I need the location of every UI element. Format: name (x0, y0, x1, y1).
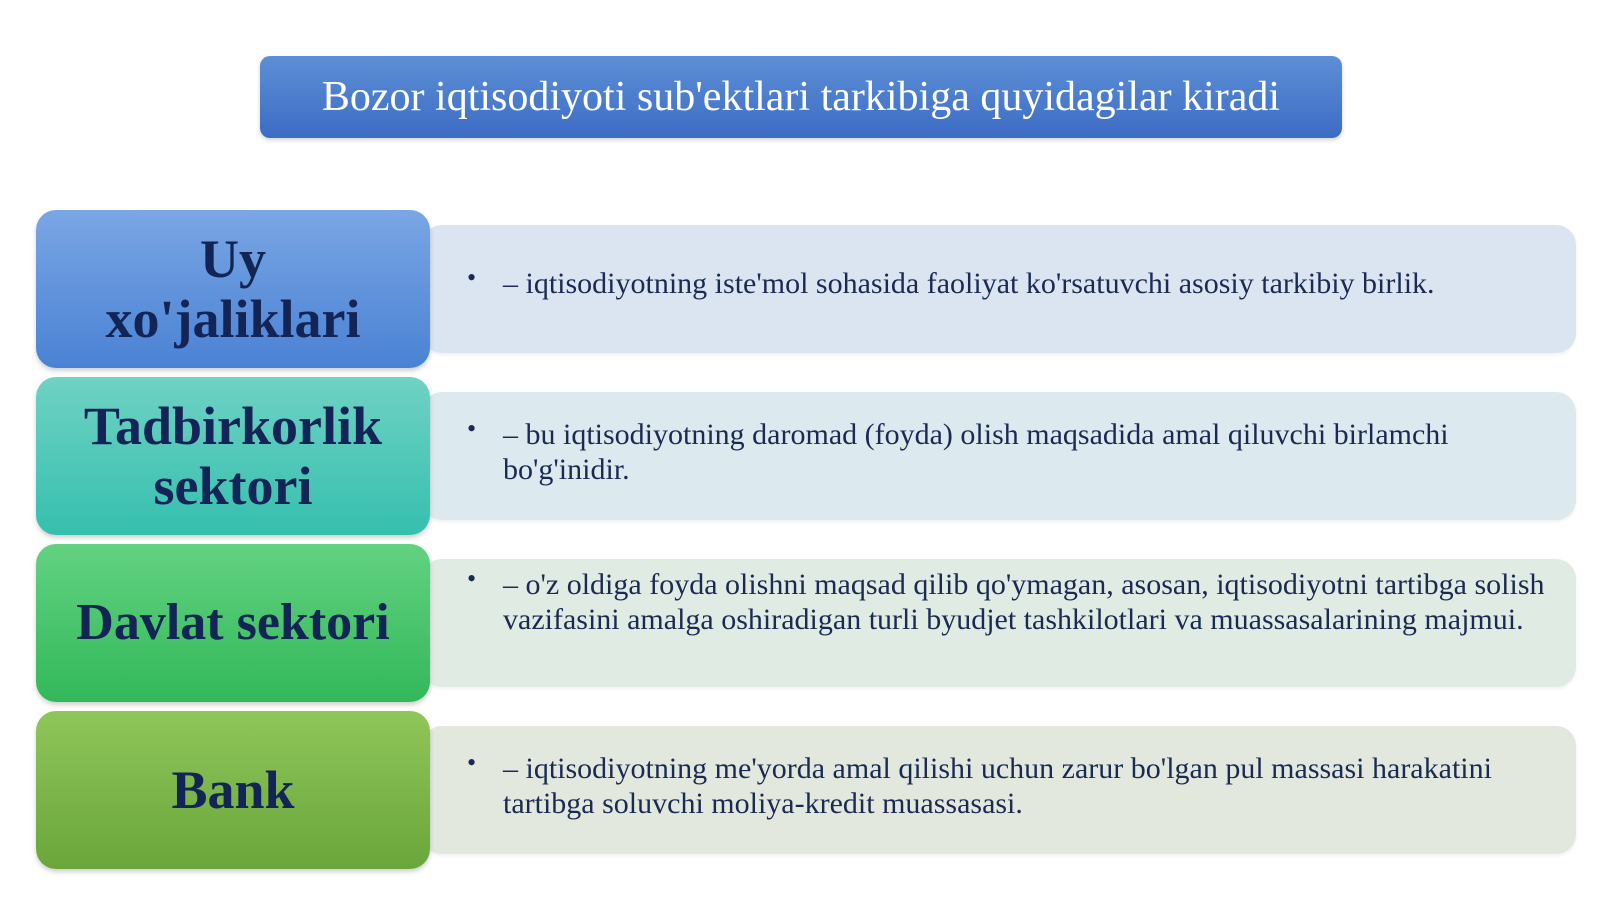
description-text (467, 748, 1566, 821)
label-box-bank (36, 711, 430, 869)
label-tadbirkorlik-sektori: Tadbirkorlik sektori (83, 396, 383, 516)
list-item-tadbirkorlik-sektori (36, 377, 1576, 535)
bullet-icon: • (467, 564, 477, 593)
description-text (467, 414, 1566, 487)
label-uy-xojaliklari: Uy xo'jaliklari (105, 229, 361, 349)
slide-title: Bozor iqtisodiyoti sub'ektlari tarkibiga quyidagilar kiradi (321, 74, 1281, 120)
description-uy-xojaliklari: – iqtisodiyotning iste'mol sohasida faoliyat ko'rsatuvchi asosiy tarkibiy birlik. (503, 267, 1435, 300)
label-box-davlat-sektori (36, 544, 430, 702)
label-box-tadbirkorlik-sektori (36, 377, 430, 535)
description-davlat-sektori: – o'z oldiga foyda olishni maqsad qilib qo'ymagan, asosan, iqtisodiyotni tartibga solish vazifasini amalga oshiradigan turli byudjet tashkilotlari va muassasalarining majmui. (503, 568, 1545, 636)
description-tadbirkorlik-sektori: – bu iqtisodiyotning daromad (foyda) olish maqsadida amal qiluvchi birlamchi bo'g'inidir. (503, 418, 1449, 486)
list-item-bank (36, 711, 1576, 869)
bullet-icon: • (467, 263, 477, 292)
label-davlat-sektori: Davlat sektori (76, 594, 390, 651)
bullet-icon: • (467, 748, 477, 777)
title-banner (260, 56, 1342, 138)
description-bank: – iqtisodiyotning me'yorda amal qilishi uchun zarur bo'lgan pul massasi harakatini tartibga soluvchi moliya-kredit muassasasi. (503, 752, 1492, 820)
description-text (467, 564, 1566, 637)
list-item-davlat-sektori (36, 544, 1576, 702)
description-text (467, 263, 1566, 301)
list-item-uy-xojaliklari (36, 210, 1576, 368)
label-box-uy-xojaliklari (36, 210, 430, 368)
bullet-icon: • (467, 414, 477, 443)
label-bank: Bank (171, 760, 295, 820)
